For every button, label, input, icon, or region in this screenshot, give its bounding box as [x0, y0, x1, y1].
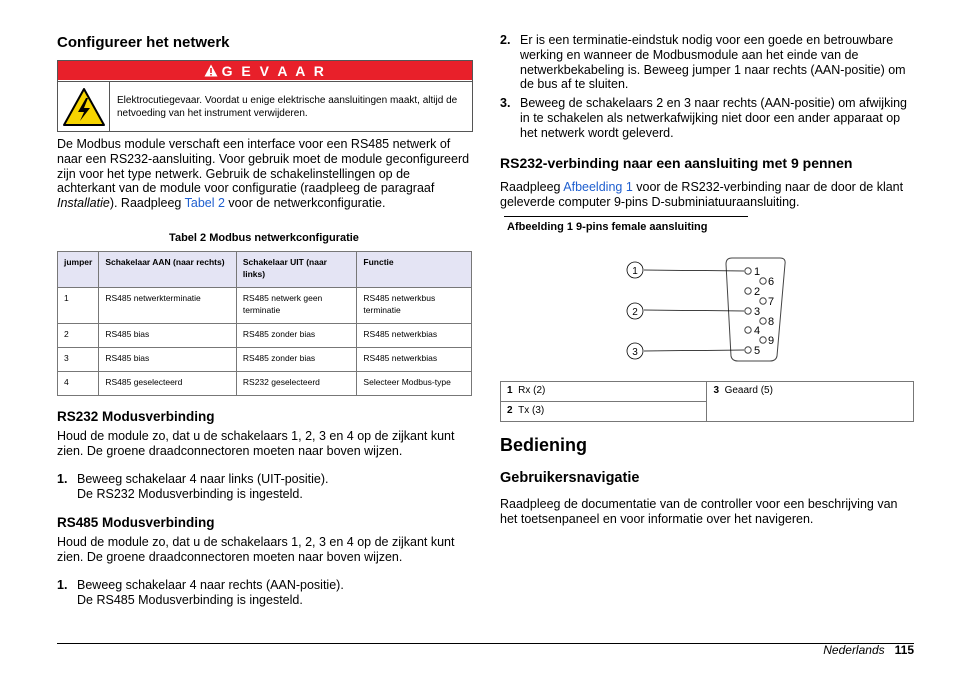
callout-3: 3	[632, 347, 638, 358]
danger-header	[58, 61, 472, 80]
table-cell: 3	[58, 348, 99, 372]
step-result: De RS485 Modusverbinding is ingesteld.	[77, 593, 303, 607]
danger-message: Elektrocutiegevaar. Voordat u enige elektrische aansluitingen maakt, altijd de netvoeding van het instrument verwijderen.	[117, 95, 458, 119]
section-heading-configure-network: Configureer het netwerk	[57, 34, 230, 51]
installatie-ref: Installatie	[57, 196, 110, 211]
bediening-heading: Bediening	[500, 435, 588, 455]
step-text: Beweeg de schakelaars 2 en 3 naar rechts (AAN-positie) om afwijking in te schakelen als netwerkafwijking niet door een ander apparaat op het netwerk wordt geleverd.	[520, 96, 907, 140]
step-number: 3.	[500, 96, 511, 110]
step-text: Er is een terminatie-eindstuk nodig voor een goede en betrouwbare werking en wanneer de Modbusmodule aan het einde van de netwerkbekabeling is. Beweeg jumper 1 naar rechts (AAN-positie) om de bus af te sluiten.	[520, 33, 906, 92]
step-number: 1.	[57, 472, 68, 486]
intro-paragraph: De Modbus module verschaft een interface voor een RS485 netwerk of naar een RS232-aansluiting. Voor gebruik moet de module geconfigureerd zijn voor het type netwerk. Gebruik de schakelinstellingen op de achterkant van de module voor configuratie (raadpleeg de paragraaf Installatie). Raadpleeg Tabel 2 voor de netwerkconfiguratie.	[57, 137, 470, 211]
table-caption: Tabel 2 Modbus netwerkconfiguratie	[169, 232, 359, 244]
pin-label-2: 2	[754, 286, 761, 298]
legend-item: 2 Tx (3)	[501, 402, 707, 422]
step-2	[500, 33, 914, 95]
footer-rule	[57, 643, 914, 644]
rs485-mode-paragraph: Houd de module zo, dat u de schakelaars 1, 2, 3 en 4 op de zijkant kunt zien. De groene draadconnectoren moeten naar boven wijzen.	[57, 535, 455, 564]
table-header-cell: Schakelaar AAN (naar rechts)	[99, 252, 237, 288]
table-header-cell: jumper	[58, 252, 99, 288]
warning-triangle-icon	[204, 64, 218, 77]
step-result: De RS232 Modusverbinding is ingesteld.	[77, 487, 303, 501]
table-2-link[interactable]: Tabel 2	[184, 196, 225, 211]
step-number: 1.	[57, 578, 68, 592]
table-cell: RS485 zonder bias	[236, 348, 357, 372]
danger-label: G E V A A R	[221, 62, 327, 79]
table-cell: RS485 netwerkbias	[357, 324, 472, 348]
electrocution-icon-cell	[58, 82, 110, 132]
step-text: Beweeg schakelaar 4 naar rechts (AAN-positie).	[77, 578, 344, 592]
table-cell: RS485 bias	[99, 324, 237, 348]
table-cell: RS485 netwerkbias	[357, 348, 472, 372]
table-row	[58, 372, 472, 396]
pin-label-3: 3	[754, 306, 761, 318]
table-cell: RS485 netwerkbus terminatie	[357, 288, 472, 324]
table-cell: 4	[58, 372, 99, 396]
figure-1-link[interactable]: Afbeelding 1	[563, 180, 633, 194]
table-cell: RS485 netwerk geen terminatie	[236, 288, 357, 324]
table-row	[58, 348, 472, 372]
callout-1: 1	[632, 266, 638, 277]
pin-label-5: 5	[754, 345, 761, 357]
footer-language: Nederlands	[823, 643, 885, 657]
user-navigation-heading: Gebruikersnavigatie	[500, 470, 640, 486]
table-row	[58, 288, 472, 324]
rs232-mode-heading: RS232 Modusverbinding	[57, 409, 215, 424]
pin-label-7: 7	[768, 296, 775, 308]
footer	[823, 643, 914, 657]
table-cell: RS485 bias	[99, 348, 237, 372]
rs232-mode-paragraph: Houd de module zo, dat u de schakelaars 1, 2, 3 en 4 op de zijkant kunt zien. De groene draadconnectoren moeten naar boven wijzen.	[57, 429, 455, 458]
rs485-mode-heading: RS485 Modusverbinding	[57, 515, 215, 530]
rs232-step-1	[57, 472, 471, 504]
pin-label-4: 4	[754, 325, 761, 337]
pin-label-6: 6	[768, 276, 775, 288]
modbus-config-table	[57, 251, 472, 396]
step-number: 2.	[500, 33, 511, 47]
page-number: 115	[894, 643, 914, 657]
rs485-step-1	[57, 578, 471, 610]
table-header-cell: Functie	[357, 252, 472, 288]
pin-label-8: 8	[768, 316, 775, 328]
table-cell: RS485 netwerkterminatie	[99, 288, 237, 324]
rs232-9pin-paragraph: Raadpleeg Afbeelding 1 voor de RS232-verbinding naar de door de klant geleverde computer 9-pins D-subminiatuuraansluiting.	[500, 180, 904, 209]
table-header-row	[58, 252, 472, 288]
table-cell: RS485 geselecteerd	[99, 372, 237, 396]
figure-legend-table	[500, 381, 914, 422]
electrocution-hazard-icon	[62, 87, 106, 127]
danger-box	[57, 60, 473, 132]
9pin-connector-diagram	[620, 255, 790, 367]
legend-item: 1 Rx (2)	[501, 382, 707, 402]
pin-label-1: 1	[754, 266, 761, 278]
table-header-cell: Schakelaar UIT (naar links)	[236, 252, 357, 288]
pin-label-9: 9	[768, 335, 775, 347]
table-row	[58, 324, 472, 348]
user-navigation-paragraph: Raadpleeg de documentatie van de controller voor een beschrijving van het toetsenpaneel en voor informatie over het navigeren.	[500, 497, 898, 526]
table-cell: RS232 geselecteerd	[236, 372, 357, 396]
table-cell: 2	[58, 324, 99, 348]
rs232-9pin-heading: RS232-verbinding naar een aansluiting met 9 pennen	[500, 155, 853, 171]
figure-caption-rule	[504, 216, 748, 217]
table-cell: RS485 zonder bias	[236, 324, 357, 348]
table-cell: 1	[58, 288, 99, 324]
step-3	[500, 96, 914, 142]
table-cell: Selecteer Modbus-type	[357, 372, 472, 396]
figure-caption: Afbeelding 1 9-pins female aansluiting	[507, 221, 708, 233]
step-text: Beweeg schakelaar 4 naar links (UIT-positie).	[77, 472, 329, 486]
callout-2: 2	[632, 307, 638, 318]
legend-item: 3 Geaard (5)	[707, 382, 914, 422]
